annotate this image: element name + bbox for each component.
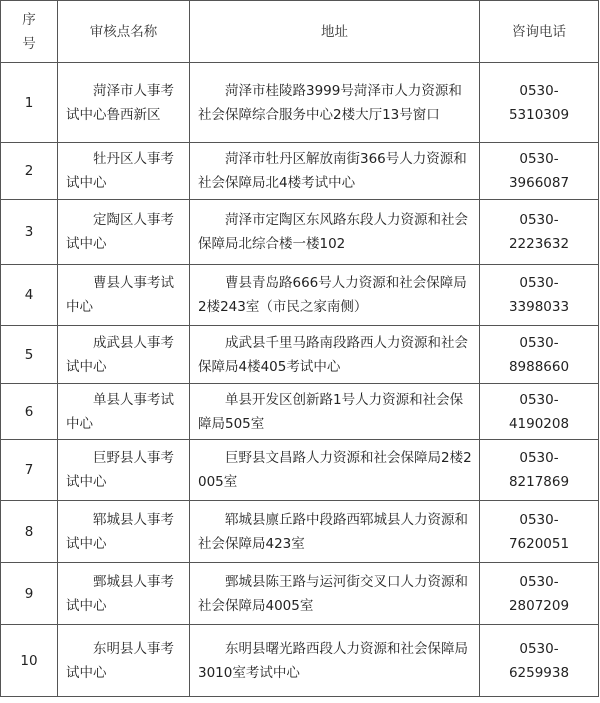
row-number (1, 440, 58, 501)
phone-area-code: 0530- (519, 573, 559, 590)
row-number (1, 200, 58, 265)
center-name-text: 郓城县人事考试中心 (66, 511, 174, 552)
center-name (58, 265, 190, 326)
phone-area-code: 0530- (519, 275, 559, 291)
header-phone-label: 咨询电话 (512, 23, 566, 40)
phone-area-code: 0530- (519, 640, 559, 657)
center-name-text: 东明县人事考试中心 (66, 640, 174, 681)
header-address-label: 地址 (321, 23, 348, 40)
row-number (1, 63, 58, 143)
phone-number: 5310309 (508, 106, 570, 123)
header-no-label: 序号 (22, 11, 36, 52)
phone-area-code: 0530- (519, 511, 559, 528)
center-name (58, 501, 190, 563)
row-number-text: 1 (24, 94, 34, 111)
center-address (190, 326, 480, 384)
center-address (190, 625, 480, 697)
phone-number: 2223632 (508, 236, 570, 252)
phone-number: 2807209 (508, 597, 570, 614)
center-address-text: 东明县曙光路西段人力资源和社会保障局3010室考试中心 (198, 640, 468, 681)
row-number-text: 3 (24, 224, 34, 240)
row-number-text: 2 (24, 163, 34, 179)
center-address (190, 265, 480, 326)
center-phone (480, 440, 599, 501)
center-address-text: 成武县千里马路南段路西人力资源和社会保障局4楼405考试中心 (198, 334, 468, 375)
row-number (1, 563, 58, 625)
center-name-text: 牡丹区人事考试中心 (66, 151, 174, 191)
row-number (1, 625, 58, 697)
phone-area-code: 0530- (519, 212, 559, 228)
center-name (58, 63, 190, 143)
phone-number: 8217869 (508, 474, 570, 490)
center-name (58, 563, 190, 625)
center-address (190, 200, 480, 265)
center-name (58, 326, 190, 384)
table-row (1, 440, 599, 501)
row-number (1, 326, 58, 384)
table-row (1, 326, 599, 384)
center-address (190, 501, 480, 563)
center-address-text: 曹县青岛路666号人力资源和社会保障局2楼243室（市民之家南侧） (198, 275, 467, 315)
center-phone (480, 143, 599, 200)
table-body (1, 63, 599, 697)
row-number-text: 8 (24, 523, 34, 540)
center-name-text: 定陶区人事考试中心 (66, 212, 174, 252)
table-row (1, 384, 599, 440)
center-name-text: 单县人事考试中心 (66, 391, 174, 432)
header-no (1, 1, 58, 63)
center-address-text: 鄄城县陈王路与运河街交叉口人力资源和社会保障局4005室 (198, 573, 468, 614)
phone-number: 7620051 (508, 535, 570, 552)
phone-area-code: 0530- (519, 391, 559, 408)
row-number (1, 501, 58, 563)
center-phone (480, 384, 599, 440)
center-address-text: 巨野县文昌路人力资源和社会保障局2楼2005室 (198, 450, 472, 490)
phone-area-code: 0530- (519, 450, 559, 466)
center-phone (480, 563, 599, 625)
table-row (1, 563, 599, 625)
center-address (190, 440, 480, 501)
center-phone (480, 501, 599, 563)
phone-number: 6259938 (508, 664, 570, 681)
table-row (1, 63, 599, 143)
center-address (190, 384, 480, 440)
header-name-label: 审核点名称 (89, 23, 158, 40)
header-address (190, 1, 480, 63)
phone-number: 3966087 (508, 175, 570, 191)
center-name-text: 鄄城县人事考试中心 (66, 573, 174, 614)
center-name-text: 曹县人事考试中心 (66, 275, 174, 315)
center-name (58, 143, 190, 200)
center-address (190, 143, 480, 200)
table-row (1, 200, 599, 265)
phone-area-code: 0530- (519, 82, 559, 99)
row-number-text: 7 (24, 462, 34, 478)
table-row (1, 501, 599, 563)
center-address-text: 菏泽市牡丹区解放南街366号人力资源和社会保障局北4楼考试中心 (198, 151, 467, 191)
row-number (1, 143, 58, 200)
center-name-text: 巨野县人事考试中心 (66, 450, 174, 490)
header-phone (480, 1, 599, 63)
center-phone (480, 326, 599, 384)
center-name (58, 200, 190, 265)
row-number-text: 6 (24, 403, 34, 420)
table-row (1, 625, 599, 697)
center-name (58, 625, 190, 697)
center-address (190, 563, 480, 625)
row-number-text: 10 (20, 652, 38, 669)
row-number-text: 4 (24, 287, 34, 303)
center-address-text: 菏泽市定陶区东风路东段人力资源和社会保障局北综合楼一楼102 (198, 212, 468, 252)
header-name (58, 1, 190, 63)
row-number (1, 265, 58, 326)
center-name-text: 成武县人事考试中心 (66, 334, 174, 375)
center-name (58, 440, 190, 501)
center-address (190, 63, 480, 143)
center-name (58, 384, 190, 440)
phone-area-code: 0530- (519, 151, 559, 167)
center-phone (480, 63, 599, 143)
center-phone (480, 265, 599, 326)
phone-area-code: 0530- (519, 334, 559, 351)
center-name-text: 菏泽市人事考试中心鲁西新区 (66, 82, 174, 123)
phone-number: 4190208 (508, 415, 570, 432)
table-row (1, 265, 599, 326)
phone-number: 3398033 (508, 299, 570, 315)
table-row (1, 143, 599, 200)
row-number-text: 5 (24, 346, 34, 363)
center-phone (480, 625, 599, 697)
center-phone (480, 200, 599, 265)
center-address-text: 菏泽市桂陵路3999号菏泽市人力资源和社会保障综合服务中心2楼大厅13号窗口 (198, 82, 462, 123)
center-address-text: 郓城县廪丘路中段路西郓城县人力资源和社会保障局423室 (198, 511, 468, 552)
row-number-text: 9 (24, 585, 34, 602)
phone-number: 8988660 (508, 358, 570, 375)
table-header-row (1, 1, 599, 63)
row-number (1, 384, 58, 440)
center-address-text: 单县开发区创新路1号人力资源和社会保障局505室 (198, 391, 464, 432)
